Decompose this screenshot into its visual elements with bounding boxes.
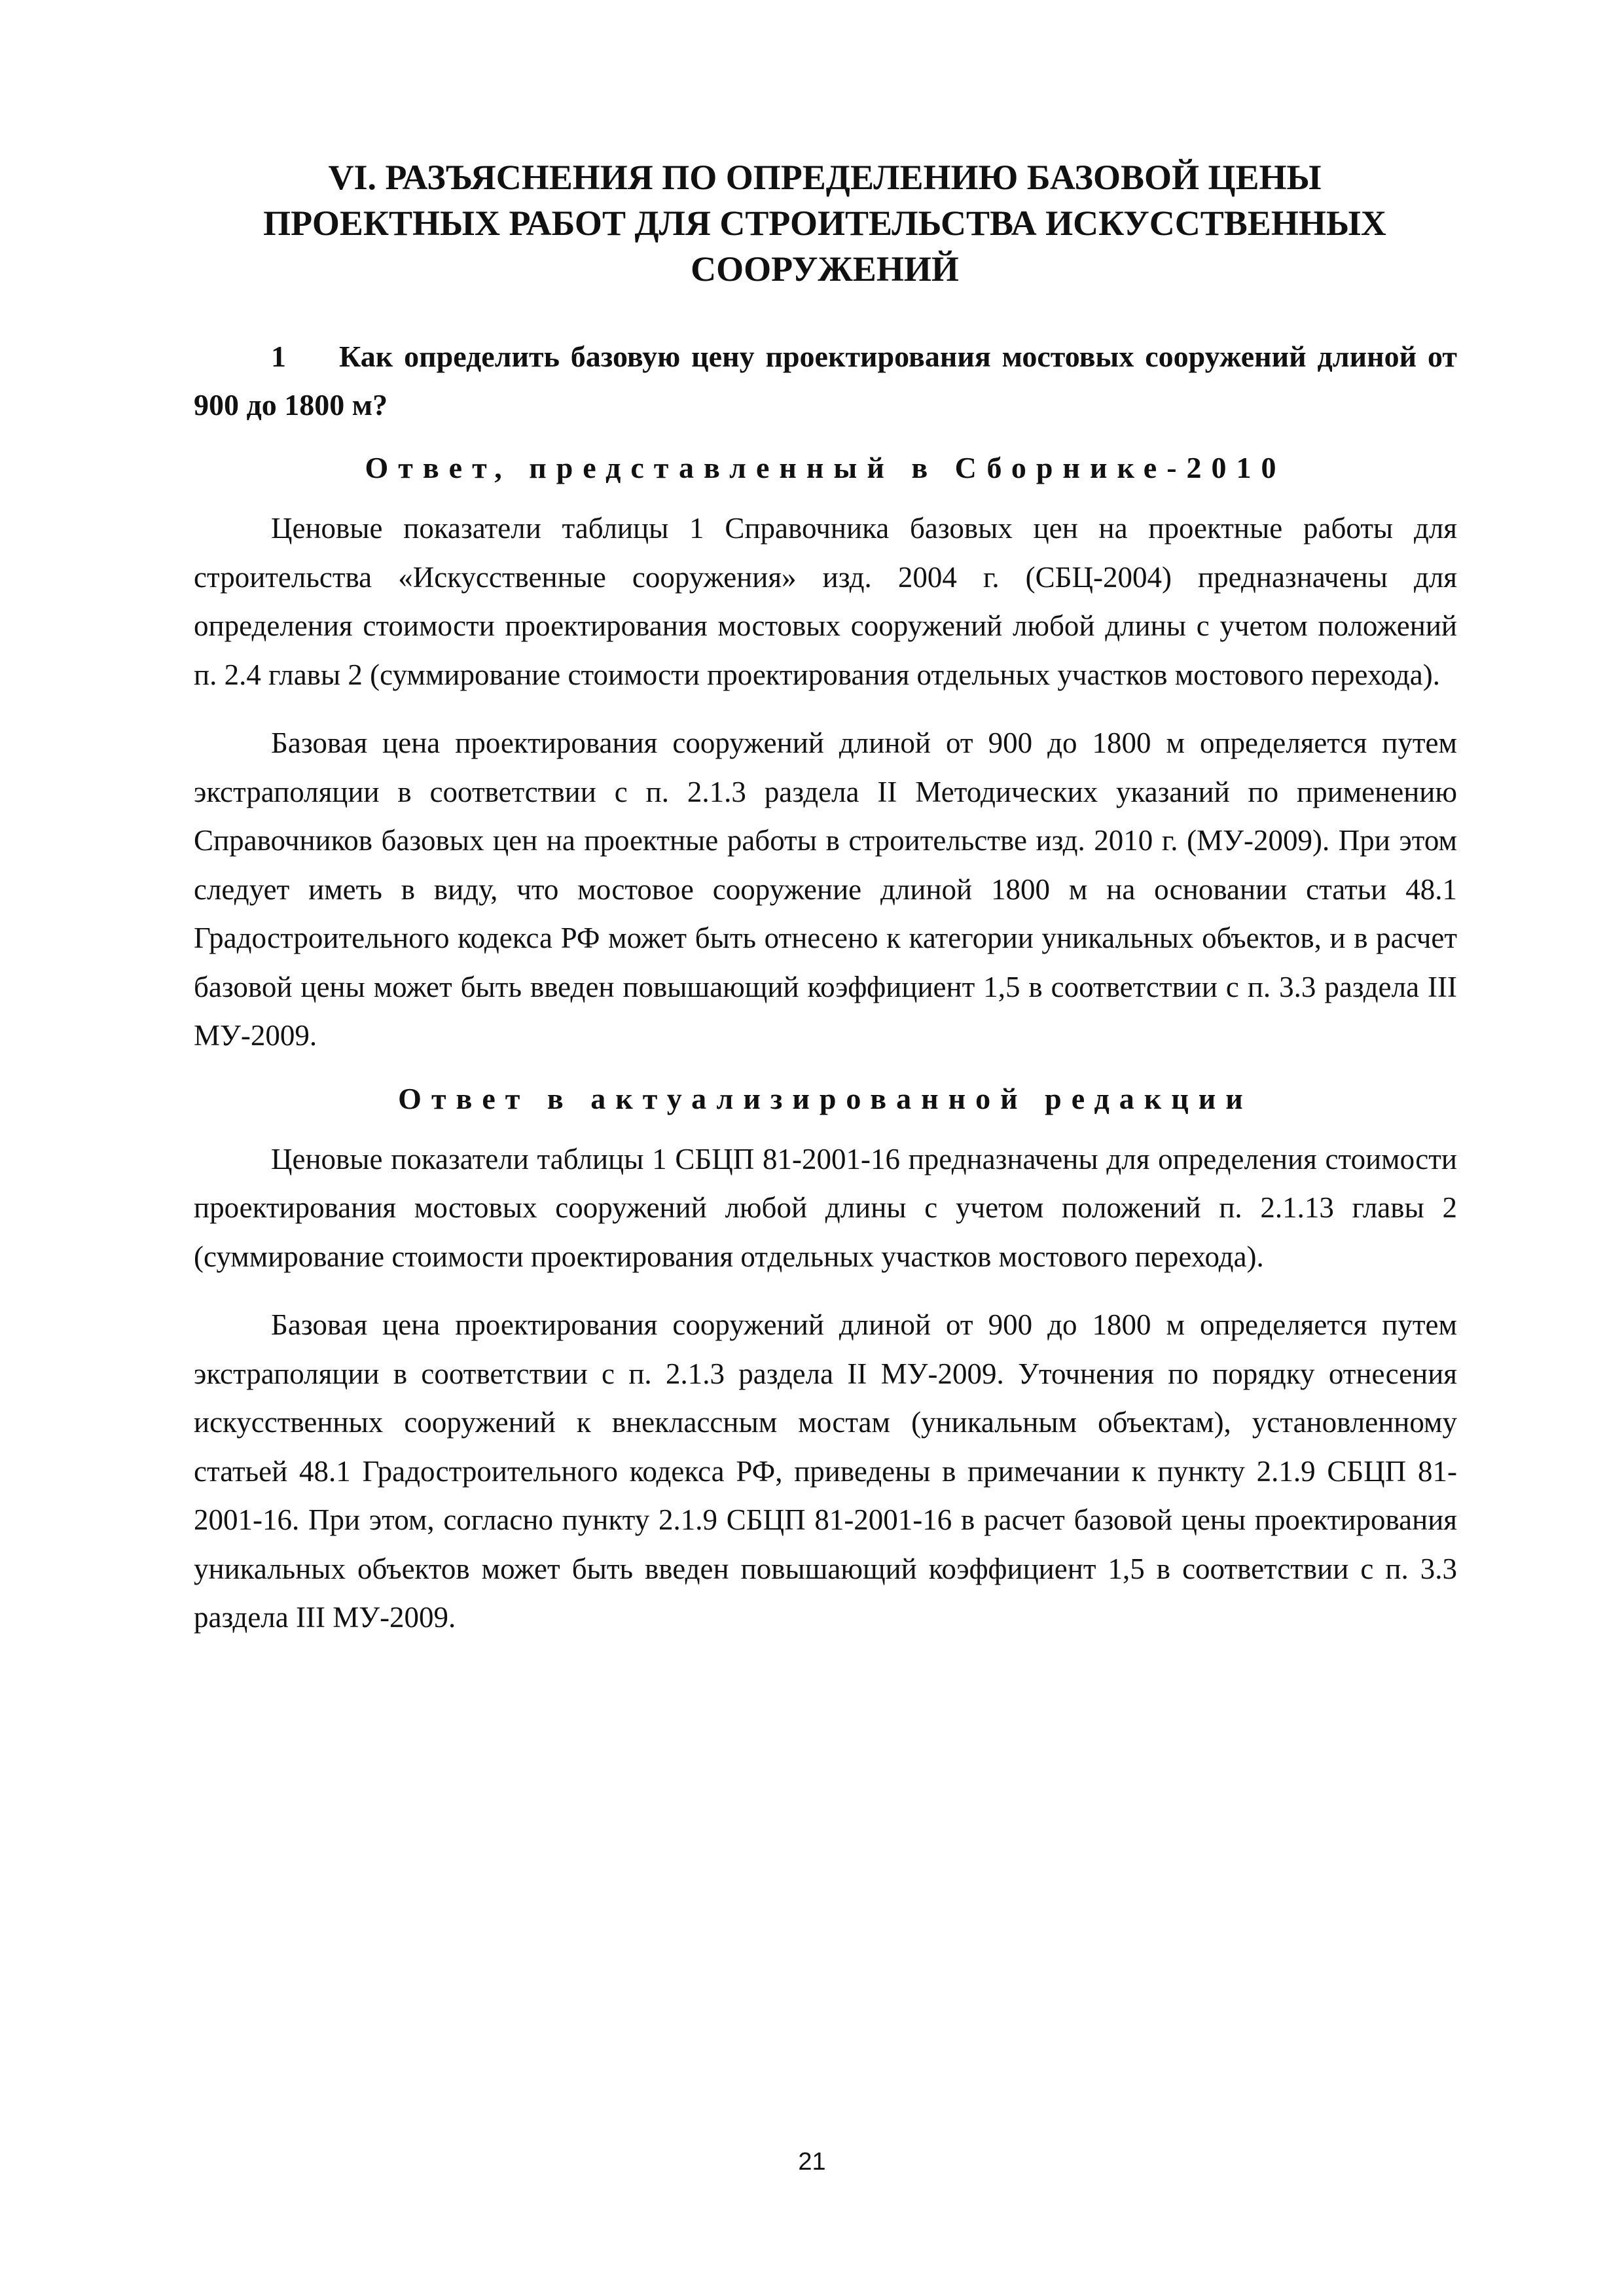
answer-2010-paragraph-1: Ценовые показатели таблицы 1 Справочника базовых цен на проектные работы для строительства «Искусственные сооружения» изд. 2004 г. (СБЦ-2004) предназначены для определения стоимости проектирования мостовых сооружений любой длины с учетом положений п. 2.4 главы 2 (суммирование стоимости проектирования отдельных участков мостового перехода). <box>194 512 1457 691</box>
question-text: Как определить базовую цену проектирования мостовых сооружений длиной от 900 до 1800 м? <box>194 340 1457 422</box>
section-title-line-2: ПРОЕКТНЫХ РАБОТ ДЛЯ СТРОИТЕЛЬСТВА ИСКУССТВЕННЫХ <box>263 204 1386 243</box>
answer-updated-paragraph-1: Ценовые показатели таблицы 1 СБЦП 81-2001-16 предназначены для определения стоимости проектирования мостовых сооружений любой длины с учетом положений п. 2.1.13 главы 2 (суммирование стоимости проектирования отдельных участков мостового перехода). <box>194 1142 1457 1273</box>
question <box>194 332 1457 429</box>
answer-updated-paragraph-2: Базовая цена проектирования сооружений длиной от 900 до 1800 м определяется путем экстраполяции в соответствии с п. 2.1.3 раздела II МУ-2009. Уточнения по порядку отнесения искусственных сооружений к внеклассным мостам (уникальным объектам), установленному статьей 48.1 Градостроительного кодекса РФ, приведены в примечании к пункту 2.1.9 СБЦП 81-2001-16. При этом, согласно пункту 2.1.9 СБЦП 81-2001-16 в расчет базовой цены проектирования уникальных объектов может быть введен повышающий коэффициент 1,5 в соответствии с п. 3.3 раздела III МУ-2009. <box>194 1308 1457 1634</box>
answer-updated-heading: Ответ в актуализированной редакции <box>398 1081 1253 1115</box>
question-number: 1 <box>271 340 286 373</box>
answer-2010-paragraph-2: Базовая цена проектирования сооружений длиной от 900 до 1800 м определяется путем экстраполяции в соответствии с п. 2.1.3 раздела II Методических указаний по применению Справочников базовых цен на проектные работы в строительстве изд. 2010 г. (МУ-2009). При этом следует иметь в виду, что мостовое сооружение длиной 1800 м на основании статьи 48.1 Градостроительного кодекса РФ может быть отнесено к категории уникальных объектов, и в расчет базовой цены может быть введен повышающий коэффициент 1,5 в соответствии с п. 3.3 раздела III МУ-2009. <box>194 726 1457 1052</box>
page-number: 21 <box>798 2148 826 2176</box>
document-body <box>194 332 1457 1662</box>
section-title-line-1: VI. РАЗЪЯСНЕНИЯ ПО ОПРЕДЕЛЕНИЮ БАЗОВОЙ ЦЕНЫ <box>328 158 1322 197</box>
answer-2010-heading: Ответ, представленный в Сборнике-2010 <box>365 451 1286 484</box>
section-title-line-3: СООРУЖЕНИЙ <box>691 249 959 289</box>
section-title <box>196 154 1453 292</box>
